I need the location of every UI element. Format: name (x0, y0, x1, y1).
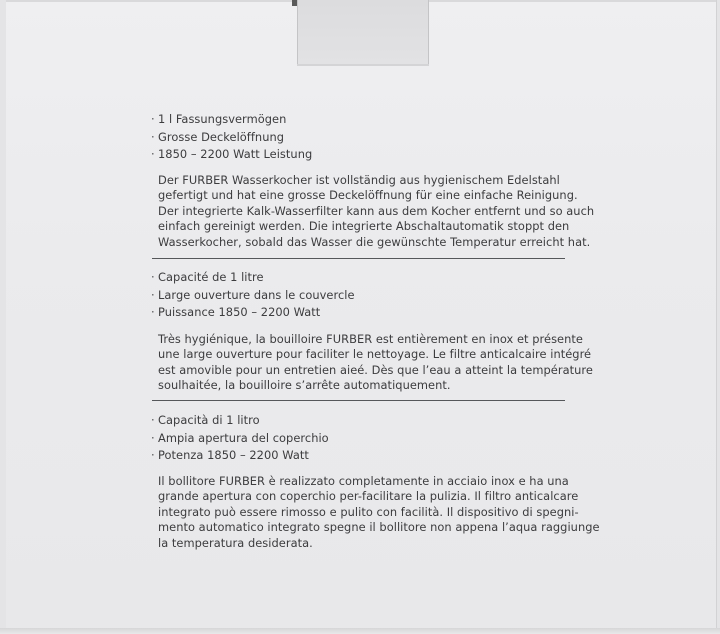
bullet-dot: · (151, 413, 155, 427)
paragraph-line: Il bollitore FURBER è realizzato completamente in acciaio inox e ha una (158, 473, 569, 488)
section-french (151, 269, 593, 394)
feature-text: Capacità di 1 litro (158, 413, 260, 427)
feature-text: 1 l Fassungsvermögen (158, 112, 287, 126)
bullet-dot: · (151, 430, 155, 445)
feature-bullet (151, 111, 571, 129)
bullet-dot: · (151, 129, 155, 144)
description-paragraph (158, 331, 593, 394)
paragraph-line: grande apertura con coperchio per-facilitare la pulizia. Il filtro anticalcare (158, 489, 579, 504)
paragraph-line: soulhaitée, la bouilloire s’arrête automatiquement. (158, 378, 451, 393)
section-divider (152, 400, 565, 401)
box-bottom-shadow (0, 628, 720, 634)
feature-text: Puissance 1850 – 2200 Watt (158, 305, 321, 319)
paragraph-line: est amovible pour un entretien aieé. Dès que l’eau a atteint la température (158, 362, 593, 377)
bullet-dot: · (151, 305, 155, 319)
feature-text: Grosse Deckelöffnung (158, 129, 285, 144)
feature-bullet (151, 412, 571, 430)
section-german (151, 111, 595, 250)
paragraph-line: integrato può essere rimosso e pulito con facilità. Il dispositivo di spegni- (158, 504, 579, 519)
bullet-dot: · (151, 287, 155, 302)
feature-text: Capacité de 1 litre (158, 270, 264, 284)
feature-bullet (151, 287, 571, 305)
paragraph-line: Très hygiénique, la bouilloire FURBER est entièrement en inox et présente (158, 331, 583, 346)
feature-text: 1850 – 2200 Watt Leistung (158, 147, 313, 161)
bullet-dot: · (151, 112, 155, 126)
feature-bullet (151, 269, 571, 287)
feature-bullet (151, 304, 571, 322)
description-paragraph (158, 172, 595, 251)
feature-text: Large ouverture dans le couvercle (158, 287, 355, 302)
feature-text: Potenza 1850 – 2200 Watt (158, 448, 309, 462)
feature-text: Ampia apertura del coperchio (158, 430, 329, 445)
feature-bullet (151, 430, 571, 448)
paragraph-line: une large ouverture pour faciliter le nettoyage. Le filtre anticalcaire intégré (158, 347, 592, 362)
paragraph-line: gefertigt und hat eine grosse Deckelöffnung für eine einfache Reinigung. (158, 188, 578, 203)
paragraph-line: mento automatico integrato spegne il bollitore non appena l’aqua raggiunge (158, 520, 600, 535)
paragraph-line: einfach gereinigt werden. Die integrierte Abschaltautomatik stoppt den (158, 219, 570, 234)
paragraph-line: la temperatura desiderata. (158, 535, 313, 550)
feature-bullet (151, 129, 571, 147)
box-lid-tab (297, 0, 429, 66)
bullet-dot: · (151, 147, 155, 161)
section-italian (151, 412, 600, 551)
feature-bullet (151, 447, 571, 465)
section-divider (152, 258, 565, 259)
paragraph-line: Der integrierte Kalk-Wasserfilter kann aus dem Kocher entfernt und so auch (158, 203, 595, 218)
paragraph-line: Der FURBER Wasserkocher ist vollständig aus hygienischem Edelstahl (158, 172, 560, 187)
bullet-dot: · (151, 270, 155, 284)
feature-bullet (151, 146, 571, 164)
paragraph-line: Wasserkocher, sobald das Wasser die gewünschte Temperatur erreicht hat. (158, 234, 591, 249)
bullet-dot: · (151, 448, 155, 462)
box-lid-tab-edge (297, 64, 429, 66)
description-paragraph (158, 473, 600, 552)
